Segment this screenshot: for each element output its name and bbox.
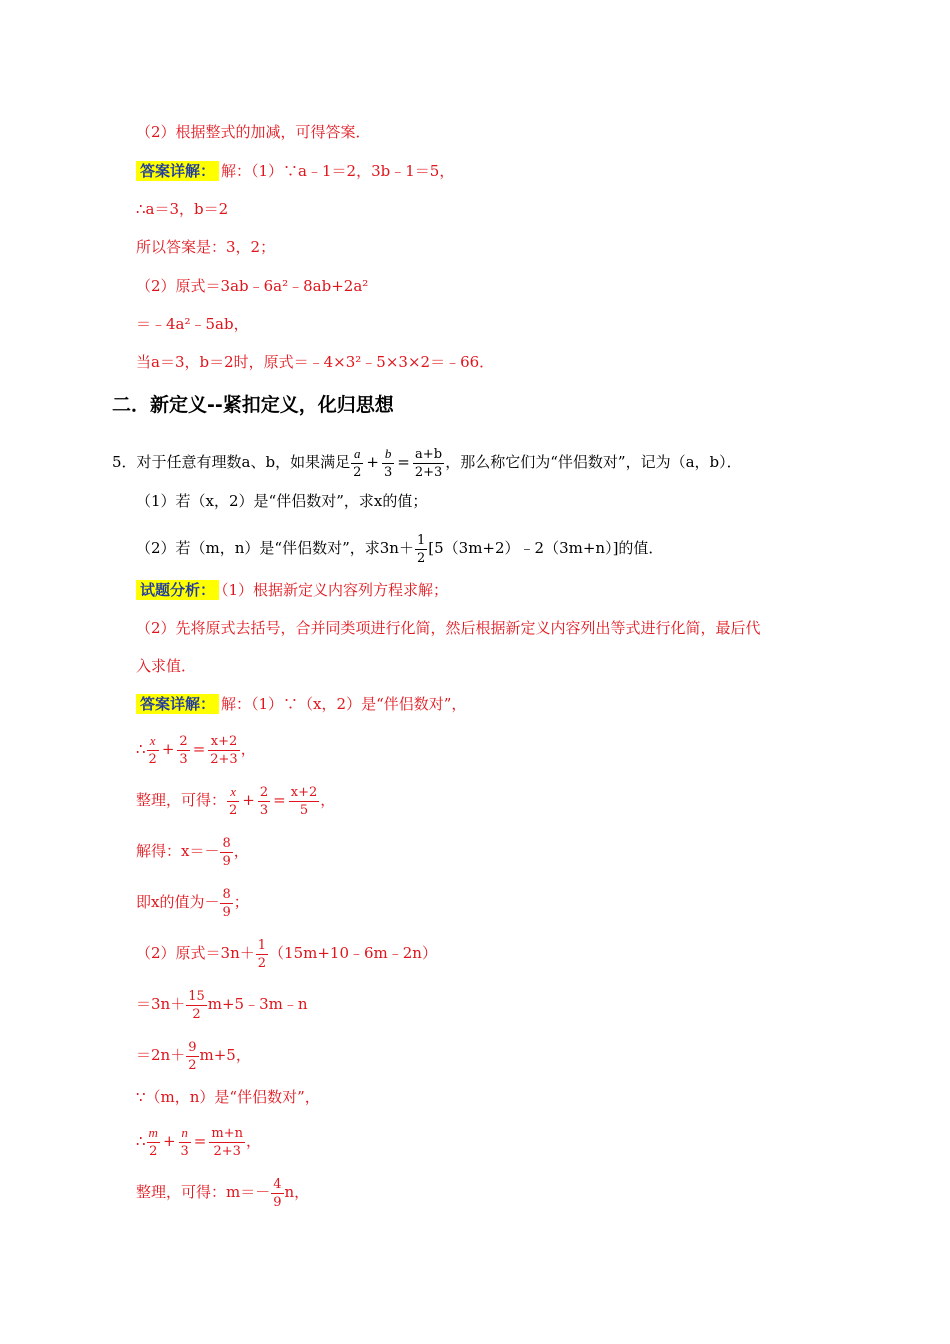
solution-eq-2: 整理，可得： $\frac{x}{2}$ + $\frac{2}{3}$ = $\frac{x+2}{5}$ ， — [136, 784, 336, 818]
fraction-sum: $\frac{a+b}{2+3}$ — [414, 446, 443, 480]
question-2: （2）若（m，n）是“伴侣数对”，求3n＋ $\frac{1}{2}$ [5（3m+2）﹣2（3m+n）]的值． — [136, 532, 664, 566]
answer-line-1 — [136, 160, 454, 182]
analysis-line-1: 试题分析： （1）根据新定义内容列方程求解； — [136, 579, 448, 601]
problem-stem: 5．对于任意有理数a、b，如果满足 $\frac{a}{2}$ + $\frac{b}{3}$ = $\frac{a+b}{2+3}$ ，那么称它们为“伴侣数对”，记为（a，b）． — [112, 446, 742, 480]
solution-eq-1: ∴ $\frac{x}{2}$ + $\frac{2}{3}$ = $\frac{x+2}{2+3}$ ， — [136, 733, 256, 767]
fraction-a-over-2: $\frac{a}{2}$ — [353, 446, 362, 480]
answer-line-3: 所以答案是：3，2； — [136, 238, 276, 256]
section-heading: 二．新定义--紧扣定义，化归思想 — [112, 394, 394, 416]
fraction-b-over-3: $\frac{b}{3}$ — [383, 446, 393, 480]
solution-part2: （2）原式＝3n＋ $\frac{1}{2}$ （15m+10﹣6m﹣2n） — [136, 937, 437, 971]
solution-step-2: ＝2n＋ $\frac{9}{2}$ m+5， — [136, 1039, 251, 1073]
answer-line-2: ∴a＝3，b＝2 — [136, 200, 229, 218]
stem-text-b: ，那么称它们为“伴侣数对”，记为（a，b）． — [445, 453, 742, 471]
answer-text: 解：（1）∵a﹣1＝2，3b﹣1＝5， — [221, 162, 455, 180]
solution-eq-4: 即x的值为－ $\frac{8}{9}$ ； — [136, 886, 249, 920]
analysis-line-2: （2）先将原式去括号，合并同类项进行化简，然后根据新定义内容列出等式进行化简，最后代 — [136, 619, 761, 637]
answer-label: 答案详解： — [136, 161, 219, 181]
question-1: （1）若（x，2）是“伴侣数对”，求x的值； — [136, 492, 428, 510]
solution-because: ∵（m，n）是“伴侣数对”， — [136, 1088, 320, 1106]
answer-line-6: 当a＝3，b＝2时，原式＝﹣4×3²﹣5×3×2＝﹣66． — [136, 353, 495, 371]
solution-eq-6: 整理，可得：m＝－ $\frac{4}{9}$ n， — [136, 1176, 310, 1210]
hint-2: （2）根据整式的加减，可得答案． — [136, 123, 371, 141]
solution-eq-5: ∴ $\frac{m}{2}$ + $\frac{n}{3}$ = $\frac{m+n}{2+3}$ ， — [136, 1125, 261, 1159]
solution-eq-3: 解得：x＝－ $\frac{8}{9}$ ， — [136, 835, 249, 869]
stem-text-a: 对于任意有理数a、b，如果满足 — [136, 453, 351, 471]
answer-label-2: 答案详解： — [136, 694, 219, 714]
answer-line-5: ＝﹣4a²﹣5ab， — [136, 315, 249, 333]
fraction-one-half: $\frac{1}{2}$ — [416, 532, 426, 566]
analysis-line-3: 入求值． — [136, 657, 197, 675]
answer-line-4: （2）原式＝3ab﹣6a²﹣8ab+2a² — [136, 277, 369, 295]
solution-line-1: 答案详解： 解：（1）∵（x，2）是“伴侣数对”， — [136, 693, 466, 715]
analysis-label: 试题分析： — [136, 580, 219, 600]
problem-number: 5． — [112, 453, 137, 471]
solution-step-1: ＝3n＋ $\frac{15}{2}$ m+5﹣3m﹣n — [136, 988, 308, 1022]
